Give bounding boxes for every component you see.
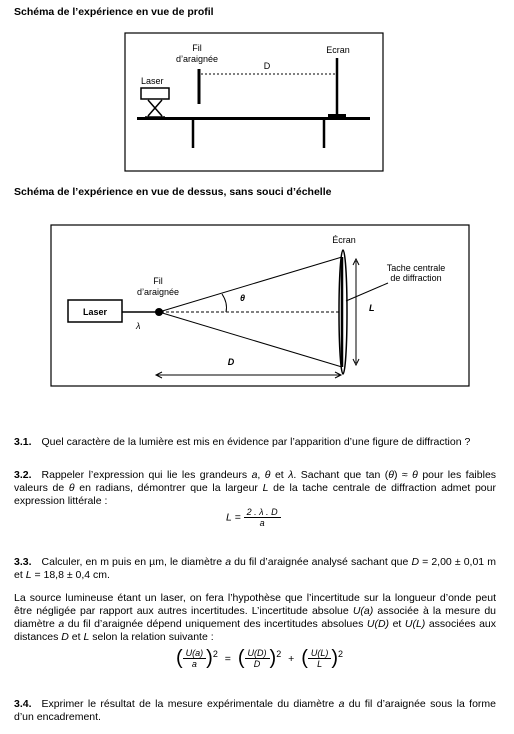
tache-pointer [346,283,388,301]
question-3-3: 3.3. Calculer, en m puis en µm, le diamètre a du fil d’araignée analysé sachant que D = 2,00 ± 0,01 m et L = 18,8 ± 0,4 cm. [14,556,496,581]
question-3-4: 3.4. Exprimer le résultat de la mesure expérimentale du diamètre a du fil d’araignée sous la forme d’un encadrement. [14,698,497,723]
label-tache-1: Tache centrale [386,263,446,273]
formula-incertitude: ( $\frac{U(a)}{a}$ )2 = ( $\frac{U(D)}{D}$ )2 + ( $\frac{U(L)}{L}$ )2 [176,647,344,669]
ecran-foot [328,114,346,118]
label-laser: Laser [82,307,108,317]
label-theta: θ [240,293,246,303]
label-D: D [263,61,271,71]
laser-stand [145,100,165,117]
schema2-title: Schéma de l’expérience en vue de dessus, sans souci d’échelle [14,186,332,198]
label-ecran: Ecran [326,45,350,55]
laser-box [141,88,169,99]
schema1-title: Schéma de l’expérience en vue de profil [14,6,214,18]
paragraph-incertitudes: La source lumineuse étant un laser, on fera l’hypothèse que l’incertitude sur la longueur d’onde peut être négligée par rapport aux autres incertitudes. L’incertitude absolue U(a) associée à la mesure du diamètre a du fil d’araignée dépend uniquement des incertitudes absolues U(D) et U(L) associées aux distances D et L selon la relation suivante : [14,592,496,643]
formula-L: L = $\frac{2 . \lambda . D}{a}$ [226,507,281,528]
label-D: D [227,357,235,367]
label-lambda: λ [136,321,141,331]
schema-top [0,215,514,395]
label-fil-1: Fil [192,43,202,53]
question-3-2: 3.2. Rappeler l’expression qui lie les grandeurs a, θ et λ. Sachant que tan (θ) ≈ θ pour les faibles valeurs de θ en radians, démontrer que la largeur L de la tache centrale de diffraction admet pour expression littérale : [14,469,497,507]
cone-top [159,257,342,312]
label-fil-2: d’araignée [175,54,219,64]
label-fil-2: d’araignée [136,287,180,297]
label-ecran: Écran [332,235,356,245]
cone-bottom [159,312,342,367]
label-L: L [369,303,375,313]
question-3-1: 3.1. Quel caractère de la lumière est mis en évidence par l’apparition d’une figure de diffraction ? [14,436,471,448]
label-fil-1: Fil [153,276,163,286]
label-laser: Laser [141,76,164,86]
schema-profile [0,0,514,180]
label-tache-2: de diffraction [390,273,442,283]
theta-arc [222,294,227,312]
